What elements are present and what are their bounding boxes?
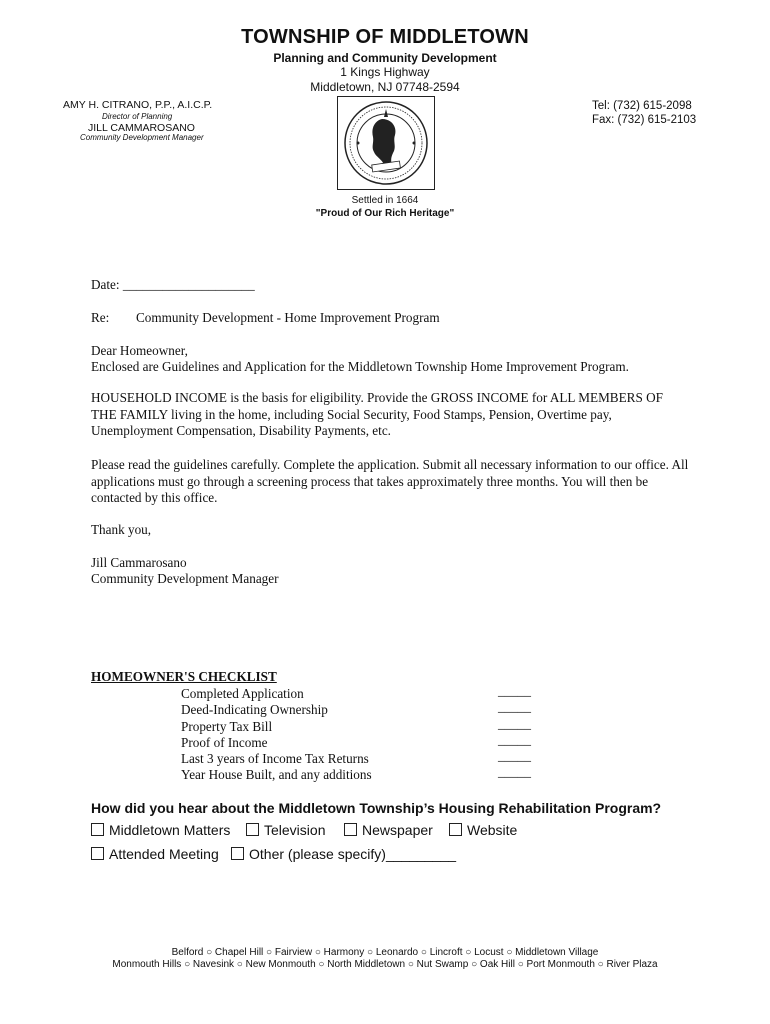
option-label: Attended Meeting — [109, 846, 219, 862]
option-attended-meeting[interactable] — [91, 846, 219, 862]
director-name: AMY H. CITRANO, P.P., A.I.C.P. — [63, 99, 213, 111]
checkbox[interactable] — [246, 823, 259, 836]
checklist-blank[interactable]: _____ — [498, 699, 531, 714]
option-website[interactable] — [449, 822, 517, 838]
date-line: Date: ____________________ — [91, 277, 255, 292]
director-title: Director of Planning — [102, 112, 173, 121]
footer-villages-line2: Monmouth Hills ○ Navesink ○ New Monmouth ○ North Middletown ○ Nut Swamp ○ Oak Hill ○ Port Monmouth ○ River Plaza — [112, 959, 658, 970]
checklist-item: Year House Built, and any additions — [181, 767, 372, 782]
checkbox[interactable] — [344, 823, 357, 836]
checkbox[interactable] — [449, 823, 462, 836]
checklist-heading: HOMEOWNER'S CHECKLIST — [91, 669, 277, 684]
subject-line: Community Development - Home Improvement Program — [136, 310, 440, 325]
checklist-item: Last 3 years of Income Tax Returns — [181, 751, 369, 766]
checkbox[interactable] — [91, 847, 104, 860]
checklist-item: Proof of Income — [181, 735, 268, 750]
checklist-item: Deed-Indicating Ownership — [181, 702, 328, 717]
manager-name: JILL CAMMAROSANO — [88, 122, 195, 134]
address-street: 1 Kings Highway — [340, 65, 430, 79]
survey-question: How did you hear about the Middletown Township’s Housing Rehabilitation Program? — [91, 800, 662, 816]
department-name: Planning and Community Development — [273, 51, 497, 65]
option-label: Website — [467, 822, 518, 838]
re-label: Re: — [91, 310, 110, 325]
checklist-item: Property Tax Bill — [181, 719, 273, 734]
enclosed-paragraph: Enclosed are Guidelines and Application for the Middletown Township Home Improvement Program. — [91, 359, 629, 374]
signer-title: Community Development Manager — [91, 571, 279, 586]
manager-title: Community Development Manager — [80, 133, 204, 142]
footer-villages-line1: Belford ○ Chapel Hill ○ Fairview ○ Harmony ○ Leonardo ○ Lincroft ○ Locust ○ Middletown Village — [171, 947, 599, 958]
option-label: Newspaper — [362, 822, 433, 838]
checkbox[interactable] — [91, 823, 104, 836]
income-paragraph: HOUSEHOLD INCOME is the basis for eligibility. Provide the GROSS INCOME for ALL MEMBERS OF THE FAMILY living in the home, including Social Security, Food Stamps, Pension, Overtime pay, Unemployment Compensation, Disability Payments, etc. — [91, 390, 663, 438]
option-label: Television — [264, 822, 326, 838]
option-label: Other (please specify)_________ — [249, 846, 457, 862]
page-title: TOWNSHIP OF MIDDLETOWN — [241, 26, 529, 48]
option-middletown-matters[interactable] — [91, 822, 230, 838]
checklist-item: Completed Application — [181, 686, 304, 701]
township-seal — [337, 96, 435, 190]
greeting: Dear Homeowner, — [91, 343, 188, 358]
option-television[interactable] — [246, 822, 325, 838]
checkbox[interactable] — [231, 847, 244, 860]
signer-name: Jill Cammarosano — [91, 555, 187, 570]
closing: Thank you, — [91, 522, 152, 537]
fax-number: Fax: (732) 615-2103 — [592, 114, 697, 126]
checklist-blank[interactable]: _____ — [498, 732, 531, 747]
phone-number: Tel: (732) 615-2098 — [592, 100, 692, 112]
instructions-paragraph: Please read the guidelines carefully. Complete the application. Submit all necessary information to our office. All applications must go through a screening process that takes approximately three months. You will then be contacted by this office. — [91, 457, 689, 505]
checklist-blank[interactable]: _____ — [498, 716, 531, 731]
checklist-blank[interactable]: _____ — [498, 764, 531, 779]
address-city: Middletown, NJ 07748-2594 — [310, 80, 460, 94]
option-newspaper[interactable] — [344, 822, 433, 838]
checklist-blank[interactable]: _____ — [498, 683, 531, 698]
township-motto: "Proud of Our Rich Heritage" — [315, 208, 455, 219]
checklist-blank[interactable]: _____ — [498, 748, 531, 763]
option-other[interactable] — [231, 846, 456, 862]
option-label: Middletown Matters — [109, 822, 231, 838]
settled-year: Settled in 1664 — [351, 195, 419, 206]
seal-emblem-icon — [338, 97, 434, 189]
